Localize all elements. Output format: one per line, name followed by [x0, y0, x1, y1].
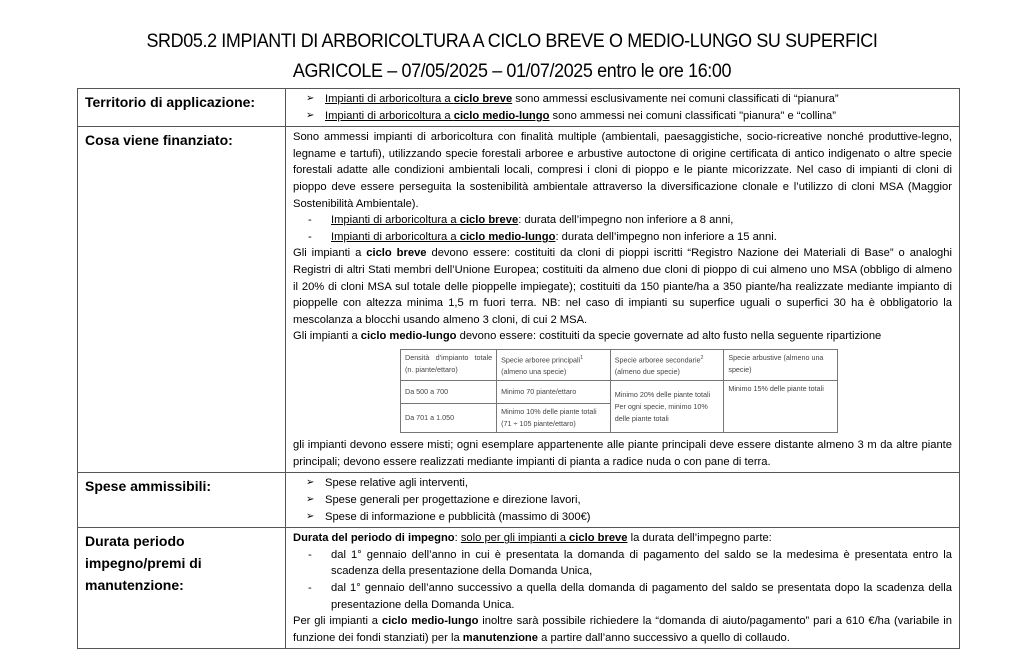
- title-line-1: SRD05.2 IMPIANTI DI ARBORICOLTURA A CICLO BREVE O MEDIO-LUNGO SU SUPERFICI: [146, 30, 878, 52]
- species-table-row: [401, 381, 838, 404]
- list-item: - Impianti di arboricoltura a ciclo breve: durata dell’impegno non inferiore a 8 anni,: [331, 212, 952, 229]
- row-label: Durata periodo impegno/premi di manutenzione:: [78, 528, 286, 649]
- list-item: - dal 1° gennaio dell’anno in cui è presentata la domanda di pagamento del saldo se la medesima è presentata entro la scadenza della presentazione della Domanda Unica,: [308, 548, 952, 578]
- row-content: [286, 528, 960, 649]
- list-item: ➢ Spese relative agli interventi,: [325, 475, 952, 492]
- header-cell: Specie arbustive (almeno una specie): [724, 349, 838, 380]
- header-cell: Specie arboree principali$^1$ (almeno una specie): [497, 349, 611, 380]
- row-finanziato: [78, 127, 960, 473]
- list-item: ➢ Spese di informazione e pubblicità (massimo di 300€): [325, 509, 952, 526]
- durata-list: [293, 547, 952, 613]
- header-cell: Specie arboree secondarie$^2$ (almeno due specie): [610, 349, 724, 380]
- territorio-list: [293, 91, 952, 124]
- arrow-bullet-icon: ➢: [306, 93, 315, 104]
- header-cell: Densità d’impianto totale (n. piante/ettaro): [401, 349, 497, 380]
- dash-bullet-icon: -: [308, 548, 312, 561]
- medio-paragraph: Gli impianti a ciclo medio-lungo devono essere: costituiti da specie governate ad alto fusto nella seguente ripartizione: [293, 330, 882, 343]
- row-content: [286, 127, 960, 473]
- row-content: [286, 89, 960, 127]
- list-item: ➢ Impianti di arboricoltura a ciclo breve sono ammessi esclusivamente nei comuni classificati di “pianura”: [325, 91, 952, 108]
- row-territorio: [78, 89, 960, 127]
- list-item: - Impianti di arboricoltura a ciclo medio-lungo: durata dell’impegno non inferiore a 15 anni.: [331, 229, 952, 246]
- dash-bullet-icon: -: [308, 582, 312, 595]
- table-cell: Minimo 10% delle piante totali (71 ÷ 105 piante/ettaro): [497, 404, 611, 433]
- row-label: Territorio di applicazione:: [78, 89, 286, 127]
- table-cell: Da 500 a 700: [401, 381, 497, 404]
- arrow-bullet-icon: ➢: [306, 477, 315, 489]
- arrow-bullet-icon: ➢: [306, 109, 315, 121]
- table-cell: Minimo 20% delle piante totali Per ogni specie, minimo 10% delle piante totali: [610, 381, 724, 433]
- closing-paragraph: gli impianti devono essere misti; ogni esemplare appartenente alle piante principali deve essere distante almeno 3 m da altre piante principali; devono essere realizzati mediante impianti di pianta a radice nuda o con pane di terra.: [293, 439, 952, 468]
- row-content: [286, 473, 960, 528]
- species-table: [400, 349, 838, 433]
- row-spese: [78, 473, 960, 528]
- row-label: Spese ammissibili:: [78, 473, 286, 528]
- dash-bullet-icon: -: [308, 214, 312, 227]
- table-cell: Da 701 a 1.050: [401, 404, 497, 433]
- species-table-header: [401, 349, 838, 380]
- table-cell: Minimo 15% delle piante totali: [724, 381, 838, 433]
- list-item: ➢ Spese generali per progettazione e direzione lavori,: [325, 492, 952, 509]
- info-table: [77, 88, 960, 649]
- table-cell: Minimo 70 piante/ettaro: [497, 381, 611, 404]
- list-item: ➢ Impianti di arboricoltura a ciclo medio-lungo sono ammessi nei comuni classificati "pianura" e “collina”: [325, 108, 952, 125]
- breve-paragraph: Gli impianti a ciclo breve devono essere: costituiti da cloni di pioppi iscritti “Registro Nazione dei Materiali di Base” o analoghi Registri di altri Stati membri dell’Unione Europea; costituiti da almeno due cloni di pioppo di cui almeno uno MSA (obbligo di almeno il 20% di cloni MSA sul totale delle pioppelle impiegate); costituiti da 150 piante/ha a 350 piante/ha realizzate mediante impianto di pioppelle con altezza minima 1,5 m fuori terra. NB: nel caso di impianti su superfice uguali o superfici 30 ha è obbligatorio la mescolanza a blocchi usando almeno 3 cloni, di cui 2 MSA.: [293, 247, 952, 326]
- document-title: [41, 26, 983, 86]
- dash-bullet-icon: -: [308, 230, 312, 243]
- row-label: Cosa viene finanziato:: [78, 127, 286, 473]
- spese-list: [293, 475, 952, 525]
- arrow-bullet-icon: ➢: [306, 494, 315, 506]
- durata-heading: Durata del periodo di impegno: solo per gli impianti a ciclo breve la durata dell’impegno parte:: [293, 532, 772, 545]
- list-item: - dal 1° gennaio dell’anno successivo a quella della domanda di pagamento del saldo se presentata dopo la scadenza della presentazione della Domanda Unica.: [308, 582, 952, 611]
- title-line-2: AGRICOLE – 07/05/2025 – 01/07/2025 entro le ore 16:00: [292, 60, 732, 82]
- duration-list: [293, 212, 952, 245]
- manutenzione-paragraph: Per gli impianti a ciclo medio-lungo inoltre sarà possibile richiedere la “domanda di aiuto/pagamento” pari a 610 €/ha (variabile in funzione dei fondi stanziati) per la manutenzione a partire dall’anno successivo a quello di collaudo.: [293, 615, 952, 644]
- intro-paragraph: Sono ammessi impianti di arboricoltura con finalità multiple (ambientali, paesaggistiche, socio-ricreative nonché produttive-legno, legname e tartufi), utilizzando specie forestali arboree e arbustive autoctone di origine certificata di antico indigenato o altre specie forestali adatte alle condizioni ambientali locali, compresi i cloni di pioppo e le piante micorizzate. Nel caso di impianti di cloni di pioppo deve essere perseguita la sostenibilità ambientale attraverso la diversificazione clonale e l’utilizzo di cloni MSA (Maggior Sostenibilità Ambientale).: [293, 131, 952, 210]
- row-durata: [78, 528, 960, 649]
- arrow-bullet-icon: ➢: [306, 510, 315, 522]
